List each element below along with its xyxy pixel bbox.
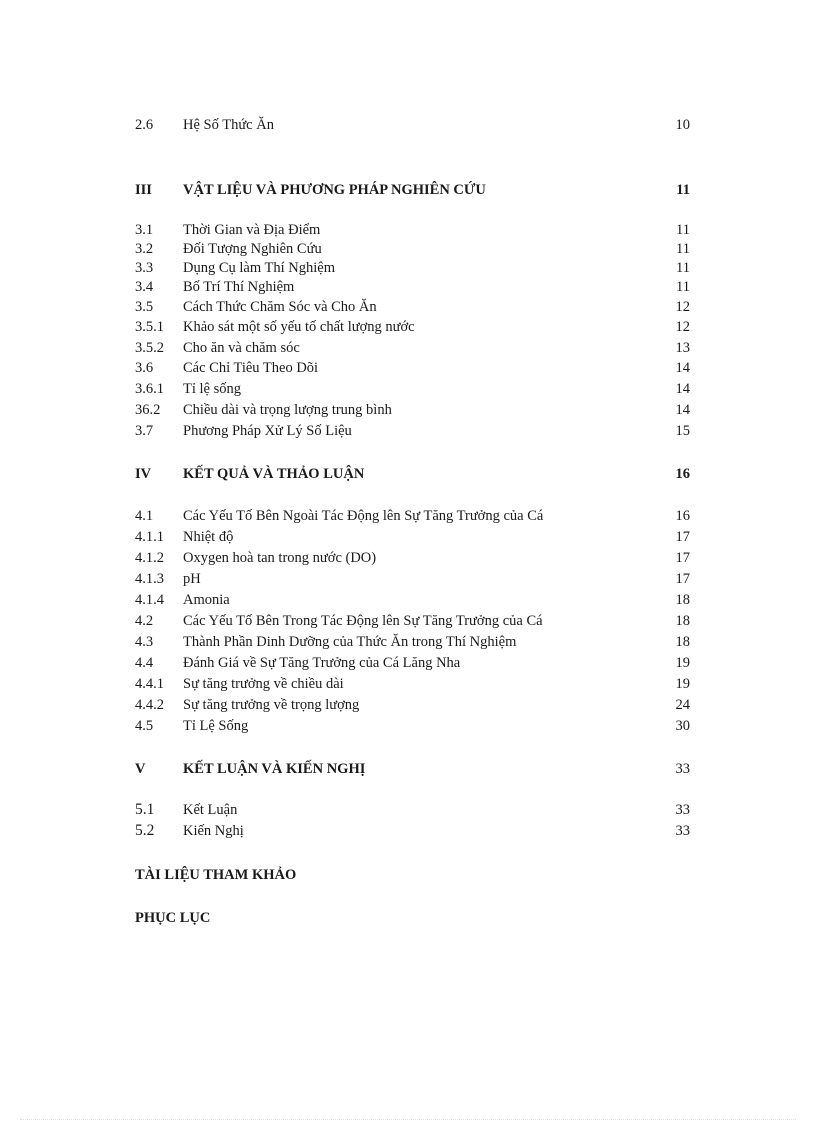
toc-chapter-4[interactable] — [135, 464, 690, 484]
toc-entry-number: 4.1 — [135, 508, 154, 524]
toc-entry[interactable] — [135, 611, 690, 631]
toc-entry-page: 11 — [676, 222, 690, 238]
toc-entry-page: 16 — [675, 508, 690, 524]
toc-entry-page: 11 — [676, 279, 690, 295]
toc-entry-page: 18 — [675, 592, 690, 608]
toc-entry-number: 4.2 — [135, 613, 154, 629]
toc-entry[interactable] — [135, 400, 690, 420]
toc-entry-title: Đánh Giá về Sự Tăng Trưởng của Cá Lăng Nha — [183, 655, 461, 671]
toc-entry[interactable] — [135, 653, 690, 673]
toc-chapter-5[interactable] — [135, 759, 690, 779]
chapter-title: KẾT QUẢ VÀ THẢO LUẬN — [183, 466, 365, 482]
toc-entry-page: 17 — [675, 550, 690, 566]
toc-entry[interactable] — [135, 800, 690, 820]
toc-entry[interactable] — [135, 527, 690, 547]
toc-entry-page: 33 — [675, 802, 690, 818]
toc-entry-title: Các Yếu Tố Bên Trong Tác Động lên Sự Tăng Trưởng của Cá — [183, 613, 543, 629]
toc-entry-page: 33 — [675, 823, 690, 839]
toc-entry[interactable] — [135, 590, 690, 610]
toc-entry-page: 14 — [675, 360, 690, 376]
toc-entry-title: Amonia — [183, 592, 230, 608]
toc-entry-number: 3.1 — [135, 222, 154, 238]
toc-entry-page: 15 — [675, 423, 690, 439]
toc-entry[interactable] — [135, 506, 690, 526]
chapter-page: 16 — [675, 466, 690, 482]
toc-entry-page: 18 — [675, 613, 690, 629]
toc-entry-title: Dụng Cụ làm Thí Nghiệm — [183, 260, 335, 276]
toc-entry-title: Sự tăng trưởng về trọng lượng — [183, 697, 360, 713]
toc-entry-title: Chiều dài và trọng lượng trung bình — [183, 402, 392, 418]
toc-entry[interactable] — [135, 632, 690, 652]
toc-entry-number: 2.6 — [135, 117, 154, 133]
toc-entry[interactable] — [135, 317, 690, 337]
toc-entry-page: 12 — [675, 299, 690, 315]
toc-entry-number: 4.1.4 — [135, 592, 164, 608]
toc-entry[interactable] — [135, 258, 690, 278]
toc-entry-number: 4.4.1 — [135, 676, 164, 692]
toc-chapter-3[interactable] — [135, 180, 690, 200]
toc-entry[interactable] — [135, 338, 690, 358]
toc-entry-number: 3.5.1 — [135, 319, 164, 335]
toc-entry[interactable] — [135, 674, 690, 694]
toc-entry-page: 17 — [675, 529, 690, 545]
chapter-page: 11 — [676, 182, 690, 198]
toc-entry[interactable] — [135, 716, 690, 736]
toc-entry-title: Nhiệt độ — [183, 529, 234, 545]
toc-entry-title: Hệ Số Thức Ăn — [183, 117, 274, 133]
toc-entry-page: 11 — [676, 260, 690, 276]
toc-entry-title: Cách Thức Chăm Sóc và Cho Ăn — [183, 299, 377, 315]
toc-entry[interactable] — [135, 277, 690, 297]
toc-entry-number: 4.1.3 — [135, 571, 164, 587]
toc-entry-number: 5.2 — [135, 822, 155, 839]
toc-entry-page: 14 — [675, 402, 690, 418]
toc-entry-number: 3.5 — [135, 299, 154, 315]
toc-entry-number: 4.1.1 — [135, 529, 164, 545]
toc-entry-page: 19 — [675, 676, 690, 692]
appendix-title: PHỤC LỤC — [135, 910, 211, 926]
toc-entry-title: Các Chỉ Tiêu Theo Dõi — [183, 360, 319, 376]
toc-entry-title: Oxygen hoà tan trong nước (DO) — [183, 550, 377, 566]
toc-entry-number: 3.5.2 — [135, 340, 164, 356]
page-bottom-border — [20, 1119, 796, 1120]
toc-entry-page: 19 — [675, 655, 690, 671]
chapter-number: III — [135, 182, 152, 198]
toc-entry-title: Kết Luận — [183, 802, 238, 818]
toc-entry[interactable] — [135, 421, 690, 441]
toc-entry-title: Khảo sát một số yếu tố chất lượng nước — [183, 319, 415, 335]
toc-entry-title: pH — [183, 571, 201, 587]
toc-entry-number: 3.7 — [135, 423, 154, 439]
toc-entry-number: 3.3 — [135, 260, 154, 276]
toc-entry-title: Tỉ lệ sống — [183, 381, 241, 397]
toc-entry[interactable] — [135, 358, 690, 378]
toc-entry-page: 11 — [676, 241, 690, 257]
chapter-page: 33 — [675, 761, 690, 777]
toc-entry-number: 4.3 — [135, 634, 154, 650]
toc-entry-number: 4.4 — [135, 655, 154, 671]
toc-entry[interactable] — [135, 821, 690, 841]
toc-entry-page: 30 — [675, 718, 690, 734]
toc-entry-title: Tỉ Lệ Sống — [183, 718, 249, 734]
toc-entry-number: 3.6 — [135, 360, 154, 376]
toc-entry-title: Phương Pháp Xử Lý Số Liệu — [183, 423, 352, 439]
toc-entry-page: 18 — [675, 634, 690, 650]
toc-entry-title: Sự tăng trưởng về chiều dài — [183, 676, 344, 692]
toc-entry-title: Kiến Nghị — [183, 823, 244, 839]
chapter-number: IV — [135, 466, 152, 482]
toc-entry-page: 10 — [675, 117, 690, 133]
chapter-title: VẬT LIỆU VÀ PHƯƠNG PHÁP NGHIÊN CỨU — [183, 182, 486, 198]
toc-entry[interactable] — [135, 379, 690, 399]
toc-entry[interactable] — [135, 239, 690, 259]
references-title: TÀI LIỆU THAM KHẢO — [135, 867, 297, 883]
toc-entry[interactable] — [135, 569, 690, 589]
toc-entry[interactable] — [135, 695, 690, 715]
toc-entry[interactable] — [135, 220, 690, 240]
chapter-title: KẾT LUẬN VÀ KIẾN NGHỊ — [183, 761, 366, 777]
toc-entry-number: 36.2 — [135, 402, 161, 418]
toc-entry-page: 24 — [675, 697, 690, 713]
toc-entry[interactable] — [135, 297, 690, 317]
toc-entry-page: 14 — [675, 381, 690, 397]
toc-entry-title: Các Yếu Tố Bên Ngoài Tác Động lên Sự Tăng Trưởng của Cá — [183, 508, 544, 524]
toc-entry-title: Bố Trí Thí Nghiệm — [183, 279, 295, 295]
toc-entry-title: Cho ăn và chăm sóc — [183, 340, 300, 356]
toc-entry-page: 12 — [675, 319, 690, 335]
toc-entry-number: 3.4 — [135, 279, 154, 295]
toc-entry-title: Thành Phần Dinh Dưỡng của Thức Ăn trong Thí Nghiệm — [183, 634, 517, 650]
toc-entry-number: 4.1.2 — [135, 550, 164, 566]
toc-entry-number: 5.1 — [135, 801, 155, 818]
toc-entry[interactable] — [135, 115, 690, 135]
chapter-number: V — [135, 761, 146, 777]
toc-entry-number: 3.6.1 — [135, 381, 164, 397]
toc-entry-number: 3.2 — [135, 241, 154, 257]
toc-entry[interactable] — [135, 548, 690, 568]
toc-references[interactable] — [135, 865, 690, 885]
toc-entry-title: Đối Tượng Nghiên Cứu — [183, 241, 322, 257]
toc-entry-page: 17 — [675, 571, 690, 587]
toc-entry-page: 13 — [675, 340, 690, 356]
toc-entry-title: Thời Gian và Địa Điểm — [183, 222, 321, 238]
toc-entry-number: 4.4.2 — [135, 697, 164, 713]
toc-entry-number: 4.5 — [135, 718, 154, 734]
toc-appendix[interactable] — [135, 908, 690, 928]
